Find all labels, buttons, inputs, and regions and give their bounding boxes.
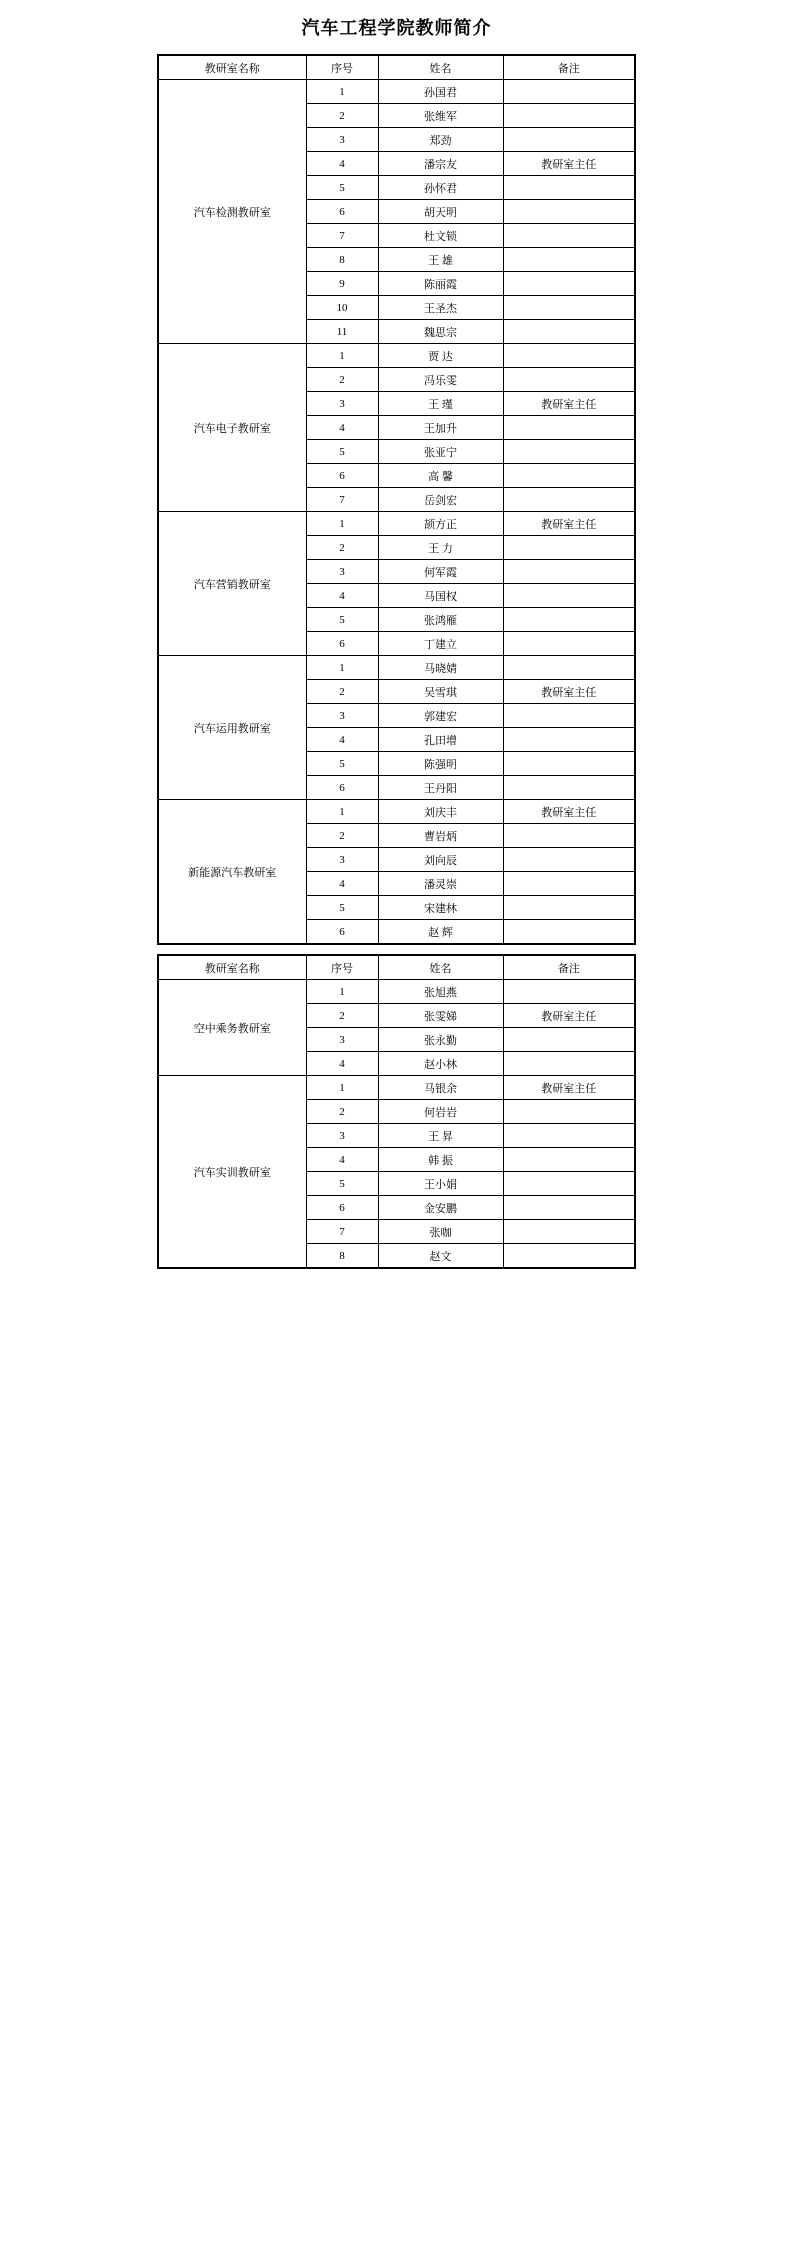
row-index-cell: 4 bbox=[306, 1148, 378, 1172]
teacher-name-cell: 何军霞 bbox=[378, 560, 503, 584]
remark-cell bbox=[503, 464, 635, 488]
teacher-name-cell: 陈强明 bbox=[378, 752, 503, 776]
teacher-name-cell: 郑劲 bbox=[378, 128, 503, 152]
remark-cell bbox=[503, 320, 635, 344]
row-index-cell: 5 bbox=[306, 1172, 378, 1196]
teacher-name-cell: 赵文 bbox=[378, 1244, 503, 1269]
remark-cell bbox=[503, 560, 635, 584]
teacher-name-cell: 岳剑宏 bbox=[378, 488, 503, 512]
teacher-name-cell: 刘向辰 bbox=[378, 848, 503, 872]
table-header-row bbox=[158, 955, 635, 980]
room-name-cell: 汽车电子教研室 bbox=[158, 344, 306, 512]
teacher-name-cell: 吴雪琪 bbox=[378, 680, 503, 704]
row-index-cell: 3 bbox=[306, 1124, 378, 1148]
remark-cell bbox=[503, 296, 635, 320]
remark-cell bbox=[503, 584, 635, 608]
remark-cell bbox=[503, 1220, 635, 1244]
teacher-name-cell: 刘庆丰 bbox=[378, 800, 503, 824]
remark-cell: 教研室主任 bbox=[503, 680, 635, 704]
teacher-name-cell: 张亚宁 bbox=[378, 440, 503, 464]
room-name-cell: 汽车实训教研室 bbox=[158, 1076, 306, 1269]
teacher-name-cell: 孙国君 bbox=[378, 80, 503, 104]
room-name-cell: 汽车检测教研室 bbox=[158, 80, 306, 344]
teacher-name-cell: 王 瑾 bbox=[378, 392, 503, 416]
remark-cell bbox=[503, 608, 635, 632]
teacher-name-cell: 韩 振 bbox=[378, 1148, 503, 1172]
remark-cell bbox=[503, 488, 635, 512]
table-row bbox=[158, 344, 635, 368]
remark-cell bbox=[503, 272, 635, 296]
teacher-name-cell: 贾 达 bbox=[378, 344, 503, 368]
teacher-table-1-wrap bbox=[0, 54, 793, 945]
remark-cell bbox=[503, 704, 635, 728]
row-index-cell: 6 bbox=[306, 776, 378, 800]
row-index-cell: 4 bbox=[306, 1052, 378, 1076]
teacher-name-cell: 王 昇 bbox=[378, 1124, 503, 1148]
page-title: 汽车工程学院教师简介 bbox=[301, 18, 492, 38]
column-header: 姓名 bbox=[378, 55, 503, 80]
row-index-cell: 5 bbox=[306, 896, 378, 920]
row-index-cell: 1 bbox=[306, 800, 378, 824]
teacher-table-2 bbox=[157, 954, 636, 1269]
row-index-cell: 6 bbox=[306, 464, 378, 488]
remark-cell bbox=[503, 128, 635, 152]
column-header: 序号 bbox=[306, 55, 378, 80]
room-name-cell: 新能源汽车教研室 bbox=[158, 800, 306, 945]
row-index-cell: 2 bbox=[306, 824, 378, 848]
teacher-name-cell: 张维军 bbox=[378, 104, 503, 128]
remark-cell: 教研室主任 bbox=[503, 1076, 635, 1100]
remark-cell: 教研室主任 bbox=[503, 800, 635, 824]
remark-cell bbox=[503, 632, 635, 656]
teacher-name-cell: 王加升 bbox=[378, 416, 503, 440]
remark-cell: 教研室主任 bbox=[503, 1004, 635, 1028]
remark-cell bbox=[503, 1148, 635, 1172]
row-index-cell: 1 bbox=[306, 80, 378, 104]
remark-cell bbox=[503, 344, 635, 368]
row-index-cell: 7 bbox=[306, 224, 378, 248]
row-index-cell: 3 bbox=[306, 560, 378, 584]
remark-cell bbox=[503, 656, 635, 680]
row-index-cell: 1 bbox=[306, 344, 378, 368]
teacher-name-cell: 王 力 bbox=[378, 536, 503, 560]
row-index-cell: 9 bbox=[306, 272, 378, 296]
teacher-name-cell: 高 馨 bbox=[378, 464, 503, 488]
teacher-name-cell: 颉方正 bbox=[378, 512, 503, 536]
row-index-cell: 2 bbox=[306, 368, 378, 392]
remark-cell bbox=[503, 1100, 635, 1124]
teacher-name-cell: 郭建宏 bbox=[378, 704, 503, 728]
row-index-cell: 4 bbox=[306, 728, 378, 752]
row-index-cell: 6 bbox=[306, 200, 378, 224]
remark-cell bbox=[503, 1052, 635, 1076]
teacher-name-cell: 孔田增 bbox=[378, 728, 503, 752]
table-header-row bbox=[158, 55, 635, 80]
teacher-name-cell: 丁建立 bbox=[378, 632, 503, 656]
column-header: 教研室名称 bbox=[158, 55, 306, 80]
column-header: 教研室名称 bbox=[158, 955, 306, 980]
remark-cell bbox=[503, 896, 635, 920]
table-row bbox=[158, 980, 635, 1004]
column-header: 备注 bbox=[503, 55, 635, 80]
room-name-cell: 空中乘务教研室 bbox=[158, 980, 306, 1076]
row-index-cell: 7 bbox=[306, 488, 378, 512]
row-index-cell: 4 bbox=[306, 152, 378, 176]
row-index-cell: 6 bbox=[306, 1196, 378, 1220]
teacher-name-cell: 陈丽霞 bbox=[378, 272, 503, 296]
teacher-name-cell: 张旭燕 bbox=[378, 980, 503, 1004]
row-index-cell: 10 bbox=[306, 296, 378, 320]
remark-cell bbox=[503, 104, 635, 128]
teacher-name-cell: 何岩岩 bbox=[378, 1100, 503, 1124]
row-index-cell: 1 bbox=[306, 656, 378, 680]
remark-cell bbox=[503, 752, 635, 776]
teacher-name-cell: 王小娟 bbox=[378, 1172, 503, 1196]
row-index-cell: 3 bbox=[306, 1028, 378, 1052]
teacher-name-cell: 赵小林 bbox=[378, 1052, 503, 1076]
row-index-cell: 5 bbox=[306, 608, 378, 632]
teacher-table-2-wrap bbox=[0, 954, 793, 1269]
remark-cell bbox=[503, 200, 635, 224]
teacher-name-cell: 张咖 bbox=[378, 1220, 503, 1244]
row-index-cell: 1 bbox=[306, 980, 378, 1004]
row-index-cell: 2 bbox=[306, 104, 378, 128]
remark-cell bbox=[503, 872, 635, 896]
row-index-cell: 2 bbox=[306, 1004, 378, 1028]
remark-cell bbox=[503, 224, 635, 248]
remark-cell bbox=[503, 1196, 635, 1220]
teacher-name-cell: 宋建林 bbox=[378, 896, 503, 920]
teacher-name-cell: 张永勤 bbox=[378, 1028, 503, 1052]
teacher-name-cell: 潘宗友 bbox=[378, 152, 503, 176]
remark-cell: 教研室主任 bbox=[503, 152, 635, 176]
teacher-name-cell: 曹岩炳 bbox=[378, 824, 503, 848]
remark-cell bbox=[503, 536, 635, 560]
teacher-name-cell: 王 雄 bbox=[378, 248, 503, 272]
remark-cell bbox=[503, 776, 635, 800]
row-index-cell: 2 bbox=[306, 680, 378, 704]
teacher-name-cell: 胡天明 bbox=[378, 200, 503, 224]
remark-cell bbox=[503, 176, 635, 200]
column-header: 序号 bbox=[306, 955, 378, 980]
teacher-name-cell: 马晓婧 bbox=[378, 656, 503, 680]
row-index-cell: 3 bbox=[306, 128, 378, 152]
remark-cell bbox=[503, 728, 635, 752]
remark-cell: 教研室主任 bbox=[503, 512, 635, 536]
teacher-name-cell: 王丹阳 bbox=[378, 776, 503, 800]
remark-cell: 教研室主任 bbox=[503, 392, 635, 416]
teacher-name-cell: 潘灵崇 bbox=[378, 872, 503, 896]
remark-cell bbox=[503, 920, 635, 945]
row-index-cell: 4 bbox=[306, 872, 378, 896]
row-index-cell: 2 bbox=[306, 536, 378, 560]
row-index-cell: 8 bbox=[306, 248, 378, 272]
remark-cell bbox=[503, 848, 635, 872]
table-row bbox=[158, 656, 635, 680]
row-index-cell: 1 bbox=[306, 1076, 378, 1100]
teacher-name-cell: 马国权 bbox=[378, 584, 503, 608]
remark-cell bbox=[503, 368, 635, 392]
row-index-cell: 8 bbox=[306, 1244, 378, 1269]
remark-cell bbox=[503, 980, 635, 1004]
teacher-name-cell: 王圣杰 bbox=[378, 296, 503, 320]
row-index-cell: 5 bbox=[306, 752, 378, 776]
table-gap bbox=[158, 945, 635, 954]
row-index-cell: 3 bbox=[306, 392, 378, 416]
column-header: 备注 bbox=[503, 955, 635, 980]
remark-cell bbox=[503, 416, 635, 440]
table-row bbox=[158, 80, 635, 104]
row-index-cell: 11 bbox=[306, 320, 378, 344]
teacher-name-cell: 张雯娣 bbox=[378, 1004, 503, 1028]
room-name-cell: 汽车运用教研室 bbox=[158, 656, 306, 800]
teacher-name-cell: 金安鹏 bbox=[378, 1196, 503, 1220]
room-name-cell: 汽车营销教研室 bbox=[158, 512, 306, 656]
remark-cell bbox=[503, 1028, 635, 1052]
teacher-name-cell: 杜文锁 bbox=[378, 224, 503, 248]
teacher-name-cell: 马银余 bbox=[378, 1076, 503, 1100]
row-index-cell: 6 bbox=[306, 920, 378, 945]
teacher-table-1 bbox=[157, 54, 636, 945]
table-row bbox=[158, 800, 635, 824]
remark-cell bbox=[503, 1124, 635, 1148]
remark-cell bbox=[503, 440, 635, 464]
row-index-cell: 5 bbox=[306, 440, 378, 464]
table-row bbox=[158, 512, 635, 536]
row-index-cell: 3 bbox=[306, 848, 378, 872]
remark-cell bbox=[503, 1172, 635, 1196]
teacher-name-cell: 张鸿雁 bbox=[378, 608, 503, 632]
remark-cell bbox=[503, 248, 635, 272]
row-index-cell: 4 bbox=[306, 584, 378, 608]
row-index-cell: 7 bbox=[306, 1220, 378, 1244]
teacher-name-cell: 赵 辉 bbox=[378, 920, 503, 945]
table-row bbox=[158, 1076, 635, 1100]
teacher-name-cell: 魏思宗 bbox=[378, 320, 503, 344]
remark-cell bbox=[503, 80, 635, 104]
remark-cell bbox=[503, 1244, 635, 1269]
row-index-cell: 5 bbox=[306, 176, 378, 200]
row-index-cell: 6 bbox=[306, 632, 378, 656]
row-index-cell: 2 bbox=[306, 1100, 378, 1124]
row-index-cell: 4 bbox=[306, 416, 378, 440]
remark-cell bbox=[503, 824, 635, 848]
teacher-name-cell: 孙怀君 bbox=[378, 176, 503, 200]
column-header: 姓名 bbox=[378, 955, 503, 980]
row-index-cell: 1 bbox=[306, 512, 378, 536]
row-index-cell: 3 bbox=[306, 704, 378, 728]
teacher-name-cell: 冯乐雯 bbox=[378, 368, 503, 392]
